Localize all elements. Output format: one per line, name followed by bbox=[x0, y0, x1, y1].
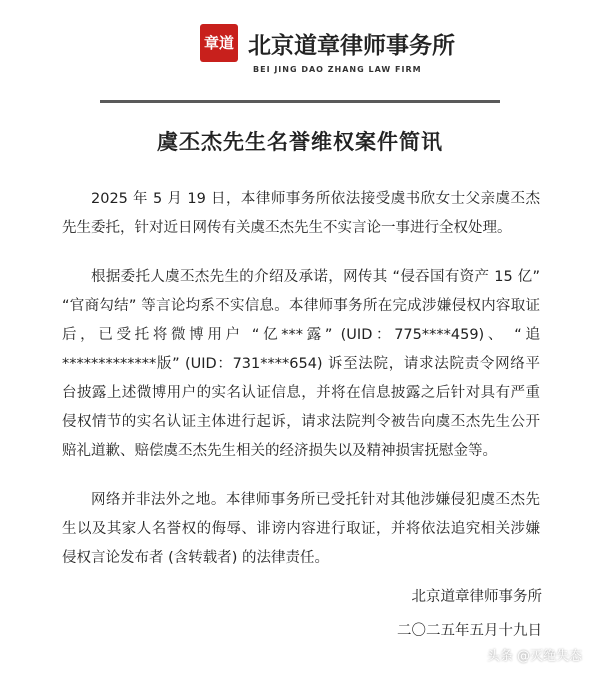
header-divider bbox=[100, 100, 500, 103]
signature-name: 北京道章律师事务所 bbox=[411, 589, 542, 605]
paragraph-3: 网络并非法外之地。本律师事务所已受托针对其他涉嫌侵犯虞丕杰先生以及其家人名誉权的侮辱、诽谤内容进行取证，并将依法追究相关涉嫌侵权言论发布者 (含转载者) 的法律责任。 bbox=[62, 492, 540, 566]
firm-logo bbox=[200, 24, 455, 62]
firm-name: 北京道章律师事务所 bbox=[248, 31, 455, 59]
watermark bbox=[487, 645, 582, 664]
paragraph-1: 2025 年 5 月 19 日，本律师事务所依法接受虞书欣女士父亲虞丕杰先生委托，针对近日网传有关虞丕杰先生不实言论一事进行全权处理。 bbox=[62, 191, 540, 236]
signature-block bbox=[397, 580, 542, 648]
document-title: 虞丕杰先生名誉维权案件简讯 bbox=[157, 130, 443, 154]
document-body bbox=[62, 185, 540, 593]
watermark-text: 头条 @灭绝失态 bbox=[486, 649, 582, 664]
firm-seal-icon: 章道 bbox=[200, 24, 238, 62]
paragraph-2: 根据委托人虞丕杰先生的介绍及承诺，网传其 “侵吞国有资产 15 亿” “官商勾结” 等言论均系不实信息。本律师事务所在完成涉嫌侵权内容取证后，已受托将微博用户 “亿***露” (UID：775****459)、 “追*************版” (UID：731****654) 诉至法院，请求法院责令网络平台披露上述微博用户的实名认证信息，并将在信息披露之后针对具有严重侵权情节的实名认证主体进行起诉，请求法院判令被告向虞丕杰先生公开赔礼道歉、赔偿虞丕杰先生相关的经济损失以及精神损害抚慰金等。 bbox=[62, 269, 540, 459]
firm-name-english: BEI JING DAO ZHANG LAW FIRM bbox=[253, 65, 422, 74]
signature-date: 二〇二五年五月十九日 bbox=[397, 623, 542, 639]
